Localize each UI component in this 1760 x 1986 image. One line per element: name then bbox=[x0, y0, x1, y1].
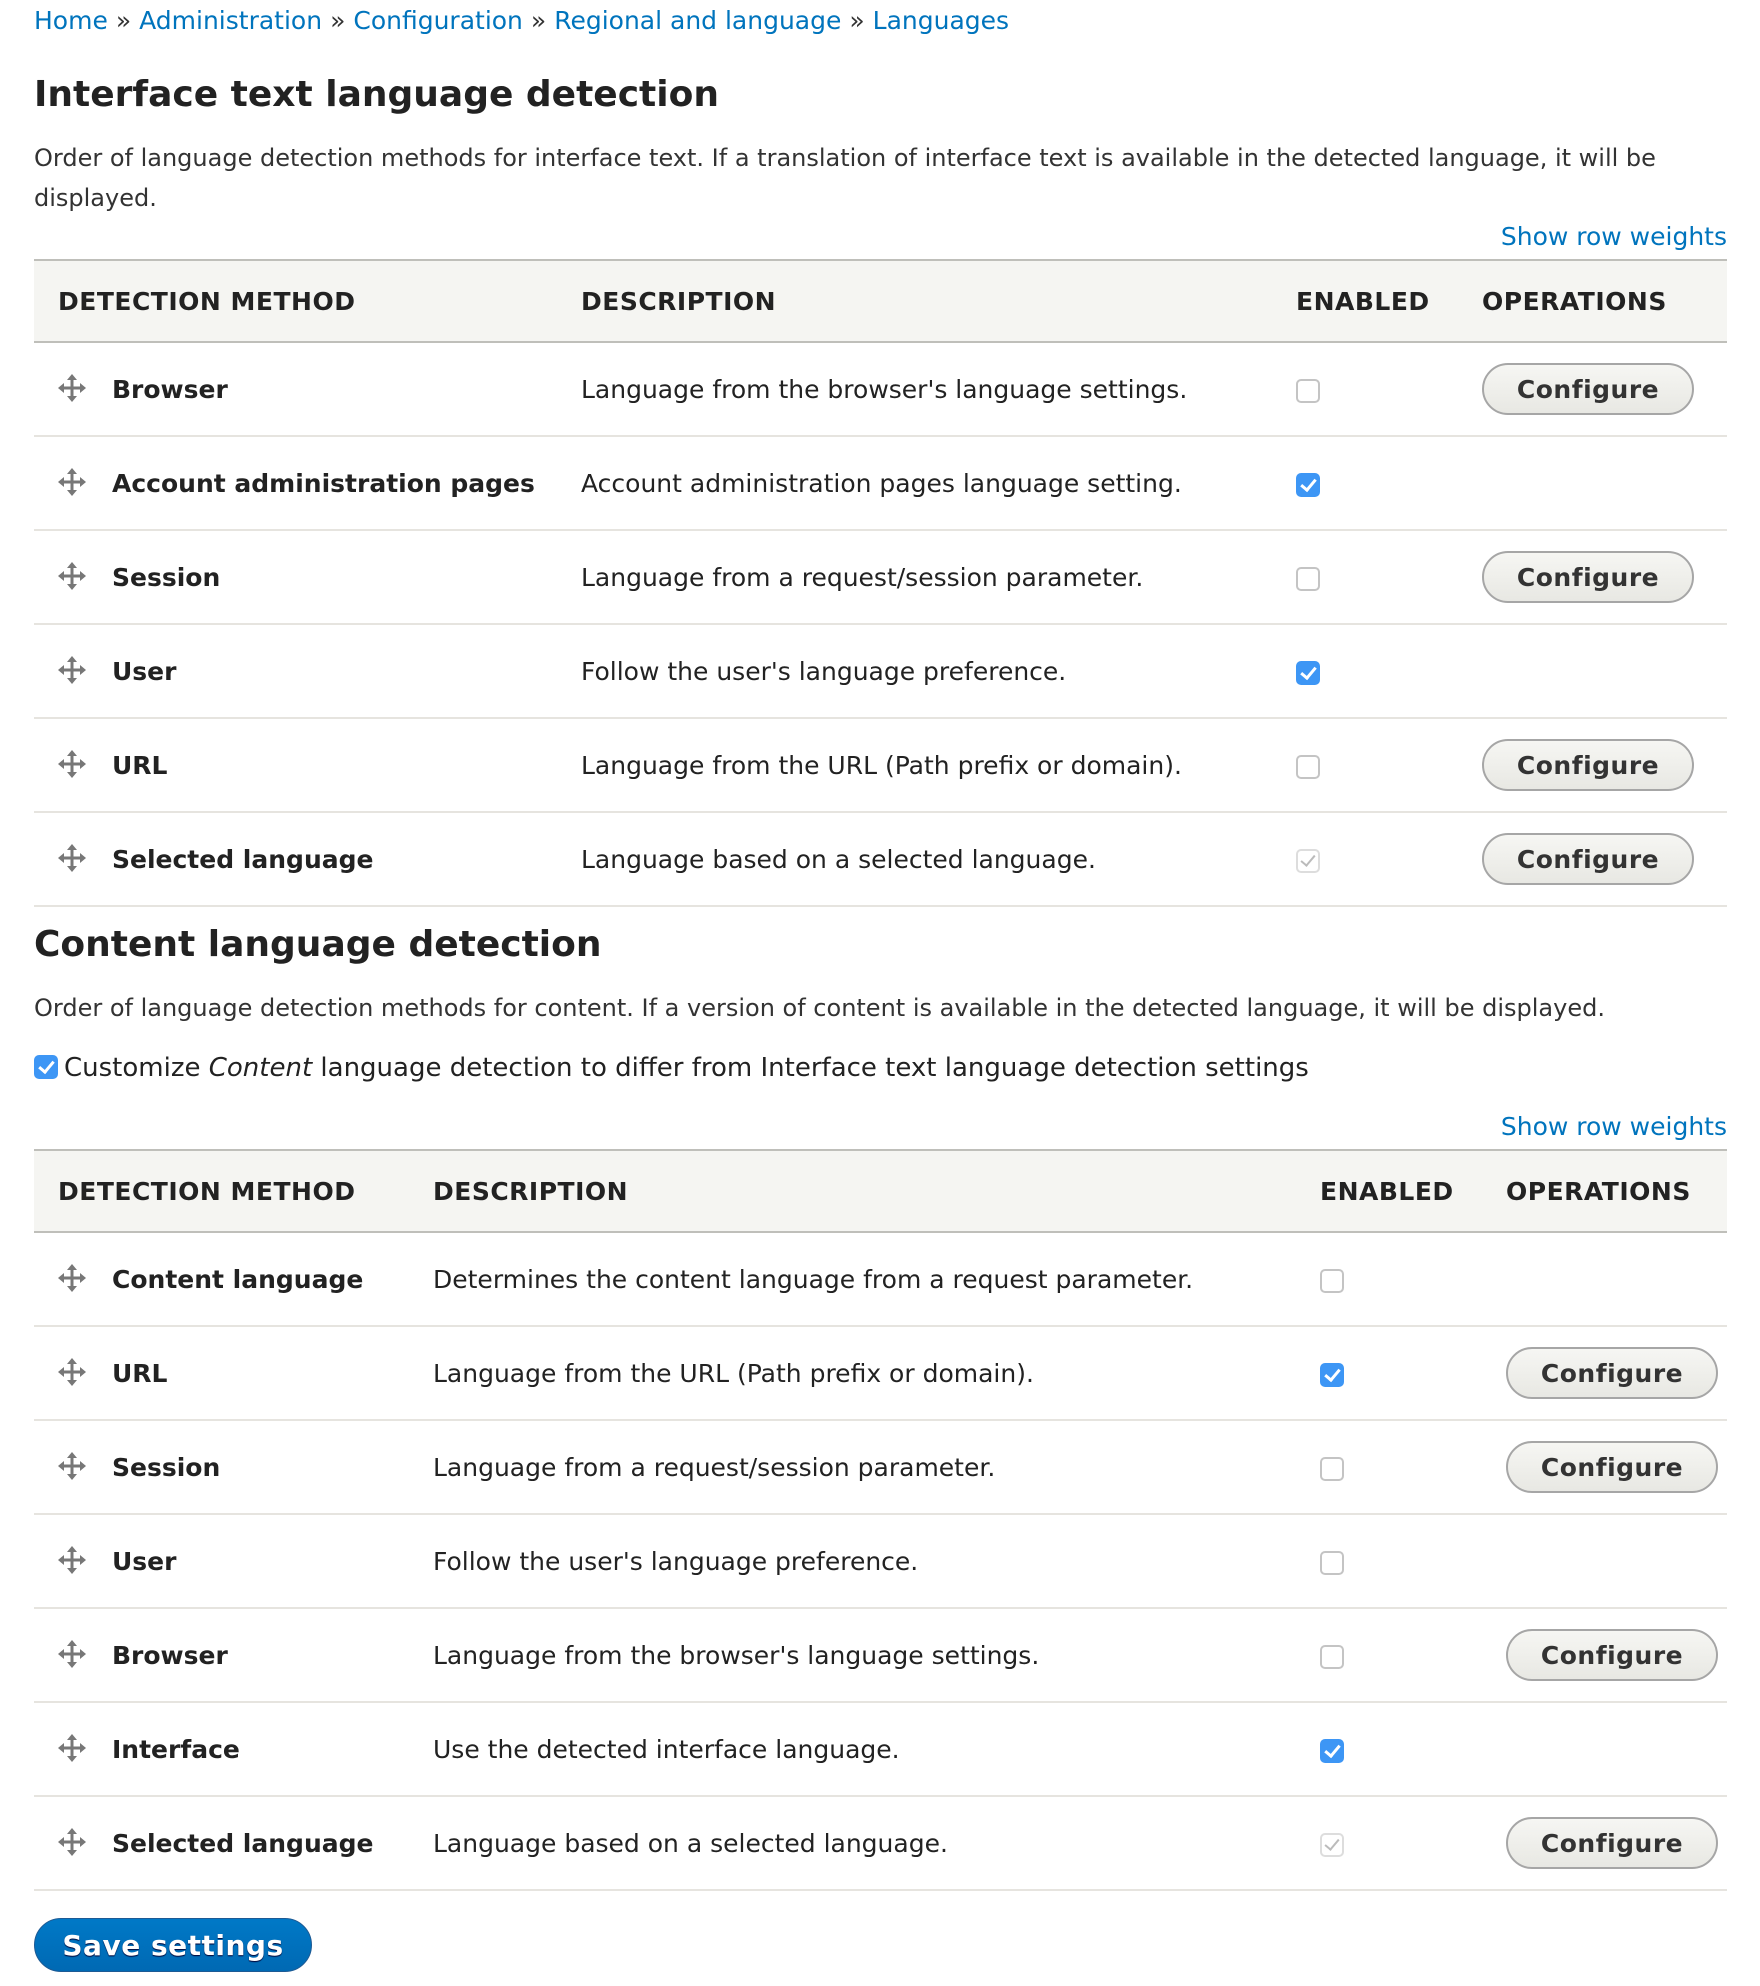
configure-button[interactable]: Configure bbox=[1482, 739, 1694, 791]
breadcrumb-home[interactable]: Home bbox=[34, 6, 108, 35]
configure-button[interactable]: Configure bbox=[1506, 1629, 1718, 1681]
enabled-checkbox[interactable] bbox=[1296, 661, 1320, 685]
breadcrumb bbox=[34, 6, 1009, 35]
table-row bbox=[34, 1702, 1727, 1796]
show-row-weights-link[interactable]: Show row weights bbox=[1500, 1112, 1727, 1141]
breadcrumb-separator: » bbox=[849, 6, 865, 35]
checkbox[interactable] bbox=[34, 1055, 58, 1079]
table-row bbox=[34, 436, 1727, 530]
breadcrumb-configuration[interactable]: Configuration bbox=[353, 6, 523, 35]
method-description: Language based on a selected language. bbox=[433, 1796, 1320, 1890]
table-row bbox=[34, 1420, 1727, 1514]
method-description: Language from the URL (Path prefix or domain). bbox=[433, 1326, 1320, 1420]
interface-section-title: Interface text language detection bbox=[34, 74, 719, 115]
breadcrumb-languages[interactable]: Languages bbox=[872, 6, 1010, 35]
method-name: Selected language bbox=[112, 845, 374, 874]
configure-button[interactable]: Configure bbox=[1482, 833, 1694, 885]
method-description: Language from a request/session parameter. bbox=[581, 530, 1296, 624]
method-description: Follow the user's language preference. bbox=[433, 1514, 1320, 1608]
method-description: Account administration pages language setting. bbox=[581, 436, 1296, 530]
table-row bbox=[34, 1796, 1727, 1890]
enabled-checkbox[interactable] bbox=[1320, 1269, 1344, 1293]
customize-label: Customize bbox=[64, 1053, 209, 1083]
drag-handle-icon[interactable] bbox=[58, 562, 86, 590]
column-header-method: DETECTION METHOD bbox=[34, 260, 581, 342]
method-description: Use the detected interface language. bbox=[433, 1702, 1320, 1796]
customize-content-detection-checkbox[interactable] bbox=[34, 1053, 1309, 1083]
enabled-checkbox[interactable] bbox=[1320, 1363, 1344, 1387]
table-row bbox=[34, 342, 1727, 436]
enabled-checkbox bbox=[1296, 849, 1320, 873]
configure-button[interactable]: Configure bbox=[1482, 551, 1694, 603]
content-section-description: Order of language detection methods for content. If a version of content is available in the detected language, it will be displayed. bbox=[34, 994, 1605, 1022]
configure-button[interactable]: Configure bbox=[1506, 1441, 1718, 1493]
customize-label-emphasis: Content bbox=[208, 1053, 313, 1083]
drag-handle-icon[interactable] bbox=[58, 468, 86, 496]
method-name: User bbox=[112, 1547, 177, 1576]
enabled-checkbox[interactable] bbox=[1320, 1645, 1344, 1669]
method-description: Language from a request/session parameter. bbox=[433, 1420, 1320, 1514]
method-name: Browser bbox=[112, 375, 228, 404]
table-row bbox=[34, 1326, 1727, 1420]
drag-handle-icon[interactable] bbox=[58, 656, 86, 684]
drag-handle-icon[interactable] bbox=[58, 1640, 86, 1668]
breadcrumb-separator: » bbox=[530, 6, 547, 35]
enabled-checkbox[interactable] bbox=[1296, 379, 1320, 403]
method-name: User bbox=[112, 657, 177, 686]
drag-handle-icon[interactable] bbox=[58, 1358, 86, 1386]
column-header-operations: OPERATIONS bbox=[1506, 1150, 1727, 1232]
enabled-checkbox[interactable] bbox=[1296, 755, 1320, 779]
content-detection-table bbox=[34, 1149, 1727, 1891]
enabled-checkbox[interactable] bbox=[1320, 1551, 1344, 1575]
method-description: Determines the content language from a request parameter. bbox=[433, 1232, 1320, 1326]
configure-button[interactable]: Configure bbox=[1506, 1347, 1718, 1399]
table-row bbox=[34, 1514, 1727, 1608]
method-description: Language from the browser's language settings. bbox=[433, 1608, 1320, 1702]
table-row bbox=[34, 530, 1727, 624]
configure-button[interactable]: Configure bbox=[1506, 1817, 1718, 1869]
method-name: URL bbox=[112, 751, 168, 780]
method-name: Content language bbox=[112, 1265, 364, 1294]
enabled-checkbox bbox=[1320, 1833, 1344, 1857]
drag-handle-icon[interactable] bbox=[58, 1452, 86, 1480]
column-header-enabled: ENABLED bbox=[1320, 1150, 1506, 1232]
column-header-description: DESCRIPTION bbox=[433, 1150, 1320, 1232]
enabled-checkbox[interactable] bbox=[1296, 567, 1320, 591]
column-header-enabled: ENABLED bbox=[1296, 260, 1482, 342]
drag-handle-icon[interactable] bbox=[58, 1264, 86, 1292]
interface-section-description: Order of language detection methods for interface text. If a translation of interface text is available in the detected language, it will be displayed. bbox=[34, 144, 1656, 212]
column-header-method: DETECTION METHOD bbox=[34, 1150, 433, 1232]
method-name: URL bbox=[112, 1359, 168, 1388]
show-row-weights-link[interactable]: Show row weights bbox=[1500, 222, 1727, 251]
content-section-title: Content language detection bbox=[34, 924, 602, 965]
method-description: Follow the user's language preference. bbox=[581, 624, 1296, 718]
column-header-operations: OPERATIONS bbox=[1482, 260, 1727, 342]
breadcrumb-administration[interactable]: Administration bbox=[139, 6, 323, 35]
method-name: Interface bbox=[112, 1735, 240, 1764]
method-description: Language from the browser's language settings. bbox=[581, 342, 1296, 436]
breadcrumb-separator: » bbox=[115, 6, 132, 35]
drag-handle-icon[interactable] bbox=[58, 844, 86, 872]
method-description: Language from the URL (Path prefix or domain). bbox=[581, 718, 1296, 812]
interface-detection-table bbox=[34, 259, 1727, 907]
drag-handle-icon[interactable] bbox=[58, 1828, 86, 1856]
breadcrumb-separator: » bbox=[330, 6, 346, 35]
method-name: Selected language bbox=[112, 1829, 374, 1858]
enabled-checkbox[interactable] bbox=[1320, 1457, 1344, 1481]
method-name: Account administration pages bbox=[112, 469, 535, 498]
drag-handle-icon[interactable] bbox=[58, 750, 86, 778]
enabled-checkbox[interactable] bbox=[1296, 473, 1320, 497]
table-row bbox=[34, 624, 1727, 718]
configure-button[interactable]: Configure bbox=[1482, 363, 1694, 415]
method-name: Browser bbox=[112, 1641, 228, 1670]
method-description: Language based on a selected language. bbox=[581, 812, 1296, 906]
table-row bbox=[34, 1608, 1727, 1702]
column-header-description: DESCRIPTION bbox=[581, 260, 1296, 342]
drag-handle-icon[interactable] bbox=[58, 1734, 86, 1762]
table-row bbox=[34, 718, 1727, 812]
method-name: Session bbox=[112, 563, 221, 592]
customize-label: language detection to differ from Interface text language detection settings bbox=[312, 1053, 1309, 1083]
save-settings-button[interactable]: Save settings bbox=[34, 1918, 312, 1972]
enabled-checkbox[interactable] bbox=[1320, 1739, 1344, 1763]
table-row bbox=[34, 812, 1727, 906]
drag-handle-icon[interactable] bbox=[58, 374, 86, 402]
table-row bbox=[34, 1232, 1727, 1326]
method-name: Session bbox=[112, 1453, 221, 1482]
breadcrumb-regional[interactable]: Regional and language bbox=[554, 6, 842, 35]
drag-handle-icon[interactable] bbox=[58, 1546, 86, 1574]
